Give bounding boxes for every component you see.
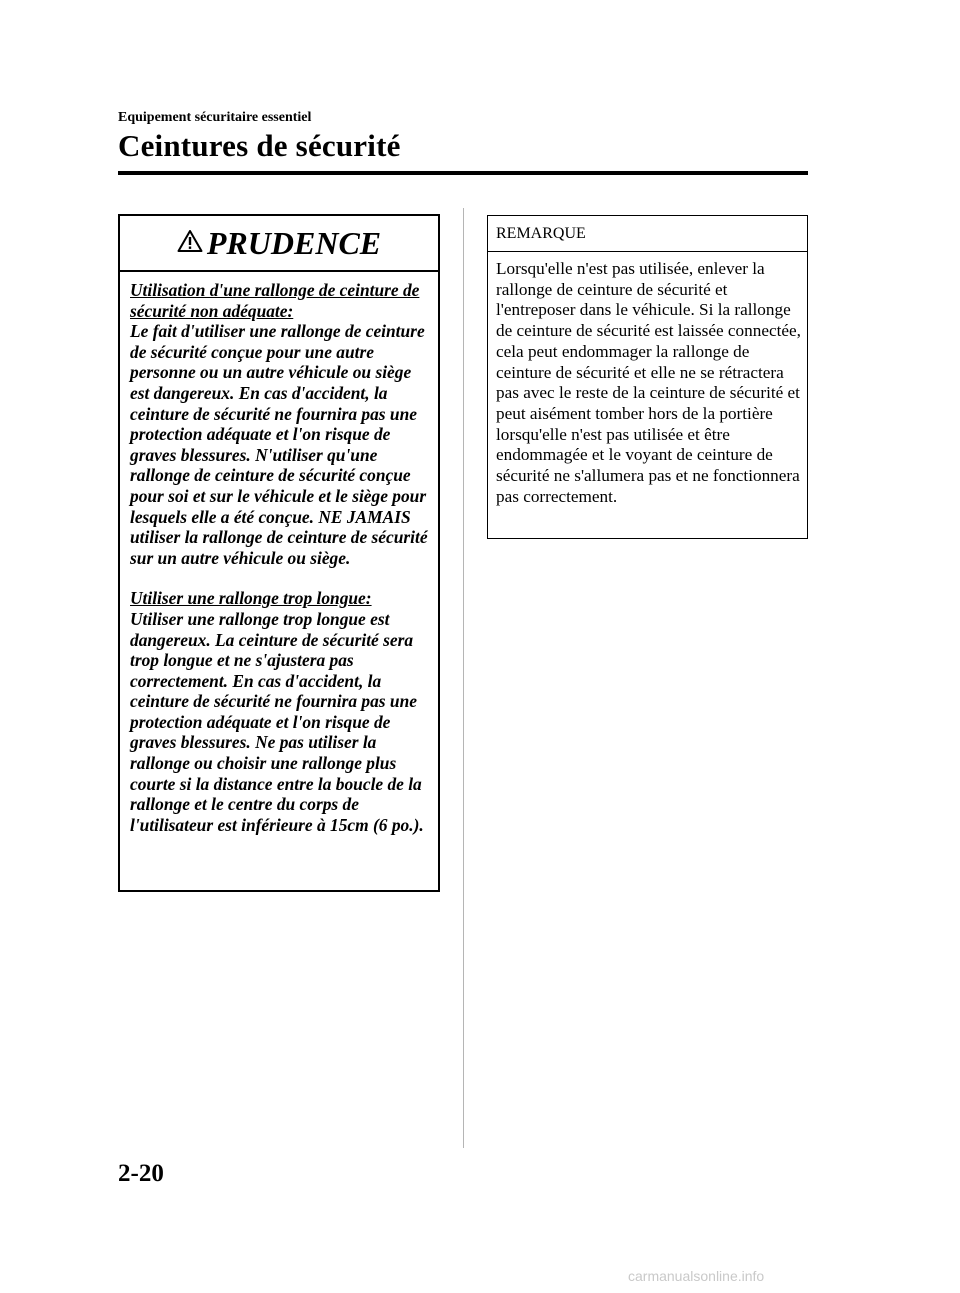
warning-triangle-icon [177,229,203,253]
caution-block2-heading: Utiliser une rallonge trop longue: [130,588,372,609]
caution-title: PRUDENCE [206,224,382,261]
caution-block1-heading: Utilisation d'une rallonge de ceinture de sécurité non adéquate: [130,280,420,321]
caution-block1-text: Le fait d'utiliser une rallonge de ceinture de sécurité conçue pour une autre personne ou un autre véhicule ou siège est dangereux. En cas d'accident, la ceinture de sécurité ne fournira pas une protection adéquate et l'on risque de graves blessures. N'utiliser qu'une rallonge de ceinture de sécurité conçue pour soi et sur le véhicule et le siège pour lesquels elle a été conçue. NE JAMAIS utiliser la rallonge de ceinture de sécurité sur un autre véhicule ou siège. [130,321,428,568]
column-divider [463,208,464,1148]
chapter-title: Ceintures de sécurité [118,128,401,163]
note-title: REMARQUE [488,216,807,252]
note-text: Lorsqu'elle n'est pas utilisée, enlever la rallonge de ceinture de sécurité et l'entreposer dans le véhicule. Si la rallonge de ceinture de sécurité est laissée connectée, cela peut endommager la rallonge de ceinture de sécurité et elle ne se rétractera pas avec le reste de la ceinture de sécurité et peut aisément tomber hors de la portière lorsqu'elle n'est pas utilisée et être endommagée et le voyant de ceinture de sécurité ne s'allumera pas et ne fonctionnera pas correctement. [496,259,801,506]
caution-box [118,214,440,892]
note-box [487,215,808,539]
caution-block2-text: Utiliser une rallonge trop longue est dangereux. La ceinture de sécurité sera trop longue et ne s'ajustera pas correctement. En cas d'accident, la ceinture de sécurité ne fournira pas une protection adéquate et l'on risque de graves blessures. Ne pas utiliser la rallonge ou choisir une rallonge plus courte si la distance entre la boucle de la rallonge et le centre du corps de l'utilisateur est inférieure à 15cm (6 po.). [130,608,424,835]
header-rule [118,171,808,175]
caution-body [120,272,438,835]
watermark: carmanualsonline.info [628,1268,765,1284]
section-label: Equipement sécuritaire essentiel [118,110,312,125]
page-number: 2-20 [118,1160,164,1187]
caution-header [120,216,438,272]
